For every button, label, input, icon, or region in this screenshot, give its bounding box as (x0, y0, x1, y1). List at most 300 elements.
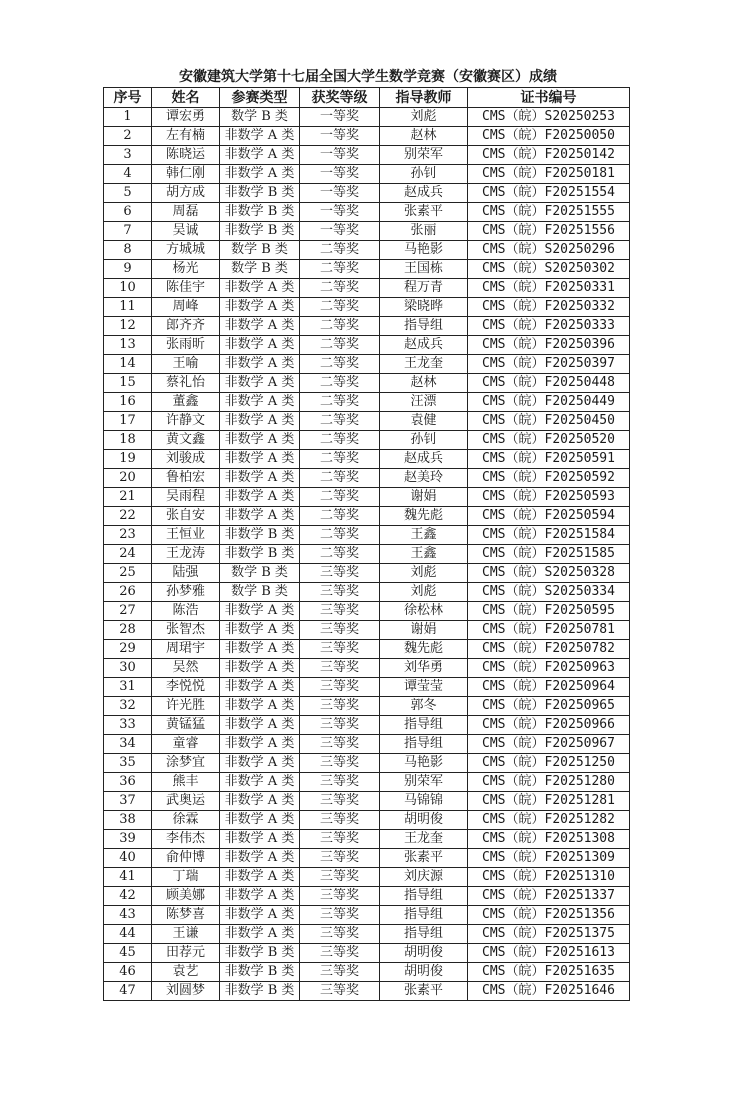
cell-certificate: CMS（皖）F20251613 (468, 944, 630, 963)
table-header-row (104, 88, 630, 108)
cell-serial: 27 (104, 602, 152, 621)
cell-award: 三等奖 (300, 906, 380, 925)
cell-name: 左有楠 (152, 127, 220, 146)
cell-serial: 25 (104, 564, 152, 583)
cell-teacher: 梁晓晔 (380, 298, 468, 317)
table-row (104, 317, 630, 336)
cell-category: 非数学 A 类 (220, 925, 300, 944)
cell-teacher: 王龙奎 (380, 830, 468, 849)
cell-teacher: 王鑫 (380, 545, 468, 564)
cell-award: 三等奖 (300, 963, 380, 982)
cell-category: 非数学 B 类 (220, 526, 300, 545)
cell-certificate: CMS（皖）S20250296 (468, 241, 630, 260)
cell-category: 非数学 A 类 (220, 849, 300, 868)
cell-name: 涂梦宜 (152, 754, 220, 773)
cell-teacher: 赵林 (380, 374, 468, 393)
cell-category: 非数学 A 类 (220, 279, 300, 298)
cell-name: 许光胜 (152, 697, 220, 716)
cell-teacher: 胡明俊 (380, 963, 468, 982)
cell-teacher: 别荣军 (380, 146, 468, 165)
results-table (103, 87, 630, 1001)
cell-name: 王龙涛 (152, 545, 220, 564)
cell-serial: 36 (104, 773, 152, 792)
table-row (104, 906, 630, 925)
cell-award: 一等奖 (300, 127, 380, 146)
cell-teacher: 郭冬 (380, 697, 468, 716)
cell-serial: 35 (104, 754, 152, 773)
cell-award: 二等奖 (300, 298, 380, 317)
header-category: 参赛类型 (220, 88, 300, 108)
cell-name: 王谦 (152, 925, 220, 944)
table-row (104, 336, 630, 355)
cell-category: 非数学 B 类 (220, 963, 300, 982)
table-row (104, 830, 630, 849)
cell-certificate: CMS（皖）F20251310 (468, 868, 630, 887)
cell-teacher: 赵林 (380, 127, 468, 146)
cell-name: 陈佳宇 (152, 279, 220, 298)
cell-name: 陈梦喜 (152, 906, 220, 925)
cell-name: 丁瑞 (152, 868, 220, 887)
cell-name: 杨光 (152, 260, 220, 279)
table-row (104, 564, 630, 583)
cell-serial: 45 (104, 944, 152, 963)
table-row (104, 754, 630, 773)
cell-serial: 2 (104, 127, 152, 146)
table-row (104, 184, 630, 203)
cell-award: 三等奖 (300, 678, 380, 697)
cell-award: 二等奖 (300, 488, 380, 507)
cell-award: 一等奖 (300, 146, 380, 165)
cell-teacher: 刘华勇 (380, 659, 468, 678)
cell-award: 三等奖 (300, 982, 380, 1001)
cell-teacher: 孙钊 (380, 165, 468, 184)
cell-teacher: 徐松林 (380, 602, 468, 621)
cell-name: 吴雨程 (152, 488, 220, 507)
cell-serial: 12 (104, 317, 152, 336)
cell-certificate: CMS（皖）S20250302 (468, 260, 630, 279)
cell-award: 三等奖 (300, 602, 380, 621)
cell-category: 数学 B 类 (220, 241, 300, 260)
cell-serial: 31 (104, 678, 152, 697)
cell-serial: 13 (104, 336, 152, 355)
cell-serial: 32 (104, 697, 152, 716)
cell-certificate: CMS（皖）F20250396 (468, 336, 630, 355)
header-name: 姓名 (152, 88, 220, 108)
table-row (104, 241, 630, 260)
cell-category: 非数学 A 类 (220, 792, 300, 811)
cell-teacher: 马锦锦 (380, 792, 468, 811)
table-row (104, 868, 630, 887)
cell-award: 二等奖 (300, 260, 380, 279)
cell-certificate: CMS（皖）F20250965 (468, 697, 630, 716)
cell-certificate: CMS（皖）F20251308 (468, 830, 630, 849)
cell-category: 非数学 A 类 (220, 887, 300, 906)
cell-award: 一等奖 (300, 222, 380, 241)
cell-certificate: CMS（皖）F20250520 (468, 431, 630, 450)
table-row (104, 260, 630, 279)
cell-category: 非数学 A 类 (220, 830, 300, 849)
table-row (104, 659, 630, 678)
cell-name: 蔡礼怡 (152, 374, 220, 393)
cell-serial: 17 (104, 412, 152, 431)
cell-award: 二等奖 (300, 241, 380, 260)
cell-teacher: 张素平 (380, 849, 468, 868)
cell-category: 非数学 B 类 (220, 184, 300, 203)
cell-name: 武奥运 (152, 792, 220, 811)
cell-name: 张智杰 (152, 621, 220, 640)
table-row (104, 849, 630, 868)
cell-serial: 8 (104, 241, 152, 260)
cell-name: 张自安 (152, 507, 220, 526)
cell-certificate: CMS（皖）F20250449 (468, 393, 630, 412)
cell-serial: 46 (104, 963, 152, 982)
cell-category: 数学 B 类 (220, 108, 300, 127)
cell-category: 数学 B 类 (220, 260, 300, 279)
cell-name: 陆强 (152, 564, 220, 583)
cell-category: 非数学 A 类 (220, 906, 300, 925)
cell-award: 三等奖 (300, 754, 380, 773)
cell-award: 二等奖 (300, 412, 380, 431)
cell-category: 非数学 A 类 (220, 336, 300, 355)
cell-teacher: 王国栋 (380, 260, 468, 279)
table-row (104, 165, 630, 184)
cell-name: 童睿 (152, 735, 220, 754)
cell-teacher: 张丽 (380, 222, 468, 241)
cell-name: 熊丰 (152, 773, 220, 792)
cell-teacher: 指导组 (380, 906, 468, 925)
table-row (104, 716, 630, 735)
cell-name: 韩仁刚 (152, 165, 220, 184)
cell-teacher: 袁健 (380, 412, 468, 431)
header-serial: 序号 (104, 88, 152, 108)
cell-certificate: CMS（皖）F20250964 (468, 678, 630, 697)
cell-serial: 21 (104, 488, 152, 507)
cell-serial: 29 (104, 640, 152, 659)
table-row (104, 925, 630, 944)
cell-award: 二等奖 (300, 526, 380, 545)
cell-certificate: CMS（皖）F20251281 (468, 792, 630, 811)
cell-serial: 38 (104, 811, 152, 830)
table-row (104, 146, 630, 165)
table-row (104, 450, 630, 469)
cell-serial: 16 (104, 393, 152, 412)
cell-serial: 19 (104, 450, 152, 469)
cell-certificate: CMS（皖）S20250328 (468, 564, 630, 583)
cell-award: 三等奖 (300, 583, 380, 602)
cell-award: 一等奖 (300, 203, 380, 222)
cell-category: 数学 B 类 (220, 564, 300, 583)
cell-certificate: CMS（皖）F20250595 (468, 602, 630, 621)
cell-name: 徐霖 (152, 811, 220, 830)
cell-teacher: 王龙奎 (380, 355, 468, 374)
cell-certificate: CMS（皖）F20250397 (468, 355, 630, 374)
cell-serial: 1 (104, 108, 152, 127)
cell-category: 非数学 A 类 (220, 754, 300, 773)
cell-category: 非数学 A 类 (220, 450, 300, 469)
cell-certificate: CMS（皖）F20250592 (468, 469, 630, 488)
cell-certificate: CMS（皖）F20251555 (468, 203, 630, 222)
table-row (104, 203, 630, 222)
cell-teacher: 马艳影 (380, 754, 468, 773)
cell-serial: 26 (104, 583, 152, 602)
cell-award: 二等奖 (300, 469, 380, 488)
cell-award: 一等奖 (300, 165, 380, 184)
cell-name: 顾美娜 (152, 887, 220, 906)
cell-award: 三等奖 (300, 849, 380, 868)
cell-award: 三等奖 (300, 697, 380, 716)
cell-name: 胡方成 (152, 184, 220, 203)
cell-certificate: CMS（皖）F20250593 (468, 488, 630, 507)
cell-award: 三等奖 (300, 773, 380, 792)
cell-teacher: 指导组 (380, 716, 468, 735)
document-title: 安徽建筑大学第十七届全国大学生数学竞赛（安徽赛区）成绩 (179, 69, 557, 85)
cell-teacher: 刘彪 (380, 583, 468, 602)
cell-category: 非数学 A 类 (220, 621, 300, 640)
header-award: 获奖等级 (300, 88, 380, 108)
cell-category: 非数学 A 类 (220, 697, 300, 716)
cell-name: 董鑫 (152, 393, 220, 412)
cell-certificate: CMS（皖）F20250448 (468, 374, 630, 393)
cell-certificate: CMS（皖）F20250967 (468, 735, 630, 754)
cell-teacher: 魏先彪 (380, 507, 468, 526)
cell-teacher: 刘庆源 (380, 868, 468, 887)
cell-category: 非数学 A 类 (220, 146, 300, 165)
cell-name: 张雨昕 (152, 336, 220, 355)
table-row (104, 469, 630, 488)
cell-name: 俞仲博 (152, 849, 220, 868)
cell-category: 数学 B 类 (220, 583, 300, 602)
cell-serial: 42 (104, 887, 152, 906)
cell-serial: 47 (104, 982, 152, 1001)
cell-teacher: 王鑫 (380, 526, 468, 545)
cell-serial: 9 (104, 260, 152, 279)
cell-teacher: 赵美玲 (380, 469, 468, 488)
cell-name: 许静文 (152, 412, 220, 431)
table-row (104, 621, 630, 640)
cell-certificate: CMS（皖）F20251282 (468, 811, 630, 830)
cell-teacher: 刘彪 (380, 564, 468, 583)
cell-name: 陈浩 (152, 602, 220, 621)
table-row (104, 488, 630, 507)
cell-teacher: 胡明俊 (380, 944, 468, 963)
table-row (104, 735, 630, 754)
cell-award: 二等奖 (300, 317, 380, 336)
table-row (104, 811, 630, 830)
cell-award: 三等奖 (300, 564, 380, 583)
cell-award: 三等奖 (300, 735, 380, 754)
cell-category: 非数学 A 类 (220, 127, 300, 146)
cell-teacher: 魏先彪 (380, 640, 468, 659)
cell-serial: 5 (104, 184, 152, 203)
cell-award: 三等奖 (300, 830, 380, 849)
cell-award: 三等奖 (300, 792, 380, 811)
cell-certificate: CMS（皖）F20251280 (468, 773, 630, 792)
cell-teacher: 指导组 (380, 735, 468, 754)
cell-certificate: CMS（皖）F20250594 (468, 507, 630, 526)
table-row (104, 944, 630, 963)
cell-certificate: CMS（皖）F20250781 (468, 621, 630, 640)
table-row (104, 545, 630, 564)
cell-category: 非数学 A 类 (220, 716, 300, 735)
cell-teacher: 谢娟 (380, 488, 468, 507)
cell-teacher: 赵成兵 (380, 336, 468, 355)
cell-serial: 7 (104, 222, 152, 241)
cell-teacher: 马艳影 (380, 241, 468, 260)
cell-teacher: 指导组 (380, 317, 468, 336)
cell-category: 非数学 A 类 (220, 811, 300, 830)
cell-category: 非数学 A 类 (220, 602, 300, 621)
cell-name: 李伟杰 (152, 830, 220, 849)
cell-serial: 30 (104, 659, 152, 678)
cell-serial: 37 (104, 792, 152, 811)
cell-teacher: 指导组 (380, 925, 468, 944)
cell-teacher: 赵成兵 (380, 184, 468, 203)
cell-award: 三等奖 (300, 925, 380, 944)
cell-category: 非数学 A 类 (220, 298, 300, 317)
table-body (104, 108, 630, 1001)
cell-serial: 40 (104, 849, 152, 868)
cell-award: 二等奖 (300, 355, 380, 374)
table-row (104, 697, 630, 716)
cell-category: 非数学 B 类 (220, 944, 300, 963)
cell-teacher: 张素平 (380, 982, 468, 1001)
cell-award: 二等奖 (300, 431, 380, 450)
cell-name: 鲁柏宏 (152, 469, 220, 488)
table-row (104, 298, 630, 317)
cell-serial: 3 (104, 146, 152, 165)
cell-teacher: 别荣军 (380, 773, 468, 792)
table-row (104, 887, 630, 906)
cell-teacher: 指导组 (380, 887, 468, 906)
cell-certificate: CMS（皖）F20251585 (468, 545, 630, 564)
cell-certificate: CMS（皖）S20250253 (468, 108, 630, 127)
table-row (104, 374, 630, 393)
cell-category: 非数学 A 类 (220, 659, 300, 678)
cell-certificate: CMS（皖）F20251556 (468, 222, 630, 241)
cell-teacher: 张素平 (380, 203, 468, 222)
cell-certificate: CMS（皖）F20250331 (468, 279, 630, 298)
cell-certificate: CMS（皖）F20251309 (468, 849, 630, 868)
cell-category: 非数学 B 类 (220, 203, 300, 222)
cell-name: 刘圆梦 (152, 982, 220, 1001)
cell-name: 吴诚 (152, 222, 220, 241)
table-row (104, 127, 630, 146)
cell-certificate: CMS（皖）F20251250 (468, 754, 630, 773)
cell-name: 郎齐齐 (152, 317, 220, 336)
cell-category: 非数学 A 类 (220, 678, 300, 697)
cell-category: 非数学 A 类 (220, 488, 300, 507)
table-row (104, 222, 630, 241)
cell-certificate: CMS（皖）S20250334 (468, 583, 630, 602)
cell-award: 二等奖 (300, 336, 380, 355)
cell-award: 三等奖 (300, 944, 380, 963)
cell-teacher: 刘彪 (380, 108, 468, 127)
cell-name: 袁艺 (152, 963, 220, 982)
cell-serial: 23 (104, 526, 152, 545)
table-row (104, 583, 630, 602)
cell-serial: 39 (104, 830, 152, 849)
cell-award: 三等奖 (300, 811, 380, 830)
cell-serial: 33 (104, 716, 152, 735)
cell-name: 孙梦雅 (152, 583, 220, 602)
cell-certificate: CMS（皖）F20250966 (468, 716, 630, 735)
table-row (104, 355, 630, 374)
cell-serial: 20 (104, 469, 152, 488)
cell-serial: 14 (104, 355, 152, 374)
cell-certificate: CMS（皖）F20250181 (468, 165, 630, 184)
header-certificate: 证书编号 (468, 88, 630, 108)
header-teacher: 指导教师 (380, 88, 468, 108)
cell-teacher: 谢娟 (380, 621, 468, 640)
table-row (104, 773, 630, 792)
table-row (104, 431, 630, 450)
table-row (104, 393, 630, 412)
cell-category: 非数学 B 类 (220, 982, 300, 1001)
cell-category: 非数学 A 类 (220, 868, 300, 887)
cell-name: 谭宏勇 (152, 108, 220, 127)
cell-name: 王喻 (152, 355, 220, 374)
table-row (104, 279, 630, 298)
cell-name: 周峰 (152, 298, 220, 317)
cell-award: 三等奖 (300, 659, 380, 678)
cell-award: 一等奖 (300, 108, 380, 127)
cell-teacher: 赵成兵 (380, 450, 468, 469)
cell-name: 周珺宇 (152, 640, 220, 659)
cell-certificate: CMS（皖）F20250333 (468, 317, 630, 336)
cell-certificate: CMS（皖）F20251584 (468, 526, 630, 545)
table-row (104, 640, 630, 659)
cell-teacher: 孙钊 (380, 431, 468, 450)
cell-award: 二等奖 (300, 507, 380, 526)
cell-category: 非数学 A 类 (220, 773, 300, 792)
table-row (104, 963, 630, 982)
cell-award: 三等奖 (300, 716, 380, 735)
cell-serial: 6 (104, 203, 152, 222)
cell-certificate: CMS（皖）F20251554 (468, 184, 630, 203)
cell-name: 吴然 (152, 659, 220, 678)
cell-award: 二等奖 (300, 393, 380, 412)
cell-category: 非数学 A 类 (220, 507, 300, 526)
cell-category: 非数学 A 类 (220, 393, 300, 412)
cell-award: 二等奖 (300, 279, 380, 298)
cell-certificate: CMS（皖）F20250782 (468, 640, 630, 659)
cell-teacher: 程万青 (380, 279, 468, 298)
table-row (104, 507, 630, 526)
cell-name: 王恒业 (152, 526, 220, 545)
cell-certificate: CMS（皖）F20250450 (468, 412, 630, 431)
cell-category: 非数学 A 类 (220, 374, 300, 393)
cell-certificate: CMS（皖）F20251635 (468, 963, 630, 982)
cell-award: 三等奖 (300, 640, 380, 659)
table-row (104, 526, 630, 545)
cell-award: 三等奖 (300, 868, 380, 887)
cell-name: 黄文鑫 (152, 431, 220, 450)
cell-teacher: 谭莹莹 (380, 678, 468, 697)
cell-award: 二等奖 (300, 545, 380, 564)
table-row (104, 412, 630, 431)
table-row (104, 792, 630, 811)
cell-category: 非数学 A 类 (220, 735, 300, 754)
cell-serial: 22 (104, 507, 152, 526)
cell-certificate: CMS（皖）F20251646 (468, 982, 630, 1001)
cell-category: 非数学 B 类 (220, 222, 300, 241)
cell-name: 田荐元 (152, 944, 220, 963)
cell-certificate: CMS（皖）F20250963 (468, 659, 630, 678)
cell-name: 方城城 (152, 241, 220, 260)
cell-serial: 43 (104, 906, 152, 925)
cell-award: 一等奖 (300, 184, 380, 203)
cell-award: 三等奖 (300, 621, 380, 640)
